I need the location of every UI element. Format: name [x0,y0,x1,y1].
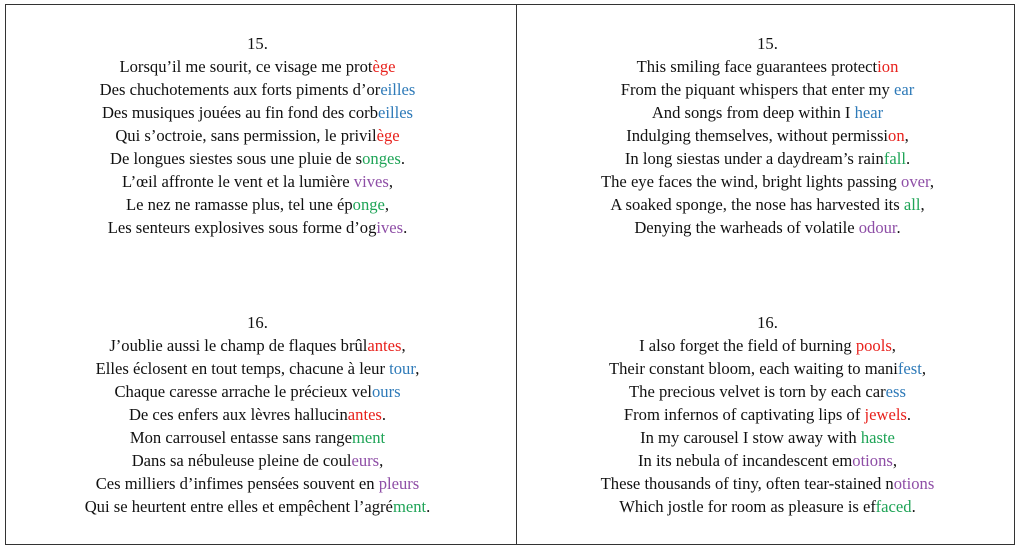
line-text: And songs from deep within I [651,103,855,122]
stanza-number: 15. [247,34,268,53]
rhyme-ending: vives [353,172,389,191]
rhyme-ending: eurs [351,451,380,470]
rhyme-ending: otions [852,451,893,470]
poem-line [515,193,1020,216]
line-text: In long siestas under a daydream’s rain [624,149,884,168]
rhyme-ending: eilles [378,103,414,122]
line-text: Mon carrousel entasse sans range [129,428,352,447]
line-punctuation: , [892,451,897,470]
line-punctuation: , [379,451,384,470]
line-text: Qui se heurtent entre elles et empêchent l’agré [84,497,393,516]
poem-line [515,403,1020,426]
line-punctuation: , [921,359,927,378]
line-punctuation: . [906,405,912,424]
line-text: Des musiques jouées au fin fond des corb [101,103,378,122]
poem-line [515,147,1020,170]
poem-line [515,124,1020,147]
poem-line [515,334,1020,357]
line-punctuation: , [384,195,390,214]
poem-line [5,216,510,239]
rhyme-ending: ège [376,126,400,145]
rhyme-ending: onges [362,149,401,168]
line-text: In its nebula of incandescent em [638,451,853,470]
poem-line [515,357,1020,380]
rhyme-ending: pleurs [378,474,420,493]
line-punctuation: . [381,405,387,424]
poem-line [515,380,1020,403]
poem-line [515,101,1020,124]
line-punctuation: . [400,149,405,168]
line-punctuation: . [911,497,916,516]
line-text: In my carousel I stow away with [640,428,861,447]
rhyme-ending: ment [392,497,427,516]
line-text: J’oublie aussi le champ de flaques brûl [109,336,368,355]
rhyme-ending: faced [875,497,912,516]
line-text: Des chuchotements aux forts piments d’or [99,80,381,99]
poem-line [5,334,510,357]
line-punctuation: , [920,195,925,214]
poem-line [515,426,1020,449]
line-text: The precious velvet is torn by each car [629,382,886,401]
rhyme-ending: ear [894,80,915,99]
poem-line [5,55,510,78]
line-text: From the piquant whispers that enter my [620,80,895,99]
rhyme-ending: on [888,126,905,145]
poem-line [5,426,510,449]
rhyme-ending: antes [367,336,402,355]
line-text: Denying the warheads of volatile [634,218,859,237]
poem-line [5,124,510,147]
line-punctuation: . [905,149,911,168]
line-text: L’œil affronte le vent et la lumière [122,172,354,191]
line-punctuation: , [904,126,909,145]
rhyme-ending: tour [389,359,416,378]
stanza-number: 15. [757,34,778,53]
rhyme-ending: antes [347,405,382,424]
line-text: These thousands of tiny, often tear-stained n [600,474,894,493]
line-text: Dans sa nébuleuse pleine de coul [131,451,352,470]
line-text: Chaque caresse arrache le précieux vel [114,382,372,401]
line-text: De longues siestes sous une pluie de s [110,149,363,168]
poem-line [5,449,510,472]
stanza-16-french [5,311,510,518]
poem-line [515,495,1020,518]
poem-line [5,147,510,170]
rhyme-ending: jewels [864,405,907,424]
poem-line [5,170,510,193]
line-text: Elles éclosent en tout temps, chacune à leur [95,359,390,378]
line-text: Le nez ne ramasse plus, tel une ép [125,195,353,214]
stanza-16-english [515,311,1020,518]
poem-line [5,101,510,124]
rhyme-ending: all [903,195,921,214]
poem-line [515,55,1020,78]
rhyme-ending: over [901,172,930,191]
rhyme-ending: ion [877,57,899,76]
line-text: The eye faces the wind, bright lights passing [601,172,902,191]
rhyme-ending: eilles [380,80,416,99]
line-text: Lorsqu’il me sourit, ce visage me prot [119,57,373,76]
line-punctuation: . [403,218,408,237]
rhyme-ending: odour [858,218,897,237]
line-punctuation: . [896,218,901,237]
rhyme-ending: onge [352,195,385,214]
rhyme-ending: pools [855,336,892,355]
poem-line [5,357,510,380]
stanza-number: 16. [757,313,778,332]
line-text: This smiling face guarantees protect [636,57,878,76]
line-punctuation: , [415,359,420,378]
line-text: De ces enfers aux lèvres hallucin [128,405,348,424]
poem-line [515,78,1020,101]
stanza-15-english [515,32,1020,239]
line-punctuation: , [891,336,896,355]
poem-line [5,193,510,216]
poem-line [515,472,1020,495]
line-text: Indulging themselves, without permissi [626,126,889,145]
line-text: I also forget the field of burning [639,336,856,355]
rhyme-ending: fest [897,359,922,378]
poem-line [515,216,1020,239]
line-text: Les senteurs explosives sous forme d’og [107,218,377,237]
rhyme-ending: ment [351,428,386,447]
line-punctuation: , [401,336,406,355]
stanza-15-french [5,32,510,239]
line-text: Which jostle for room as pleasure is ef [619,497,876,516]
line-punctuation: , [388,172,393,191]
poem-line [5,403,510,426]
stanza-number: 16. [247,313,268,332]
line-text: Qui s’octroie, sans permission, le privil [115,126,377,145]
poem-line [5,495,510,518]
poem-line [515,170,1020,193]
line-text: Ces milliers d’infimes pensées souvent en [95,474,379,493]
rhyme-ending: otions [893,474,935,493]
rhyme-ending: hear [854,103,884,122]
line-text: A soaked sponge, the nose has harvested its [610,195,904,214]
rhyme-ending: ives [376,218,404,237]
rhyme-ending: ège [372,57,396,76]
line-text: Their constant bloom, each waiting to mani [608,359,898,378]
line-punctuation: . [426,497,431,516]
rhyme-ending: haste [860,428,895,447]
line-punctuation: , [929,172,934,191]
poem-line [515,449,1020,472]
rhyme-ending: fall [883,149,906,168]
poem-line [5,78,510,101]
line-text: From infernos of captivating lips of [623,405,865,424]
rhyme-ending: ours [371,382,401,401]
poem-line [5,380,510,403]
rhyme-ending: ess [885,382,906,401]
poem-line [5,472,510,495]
